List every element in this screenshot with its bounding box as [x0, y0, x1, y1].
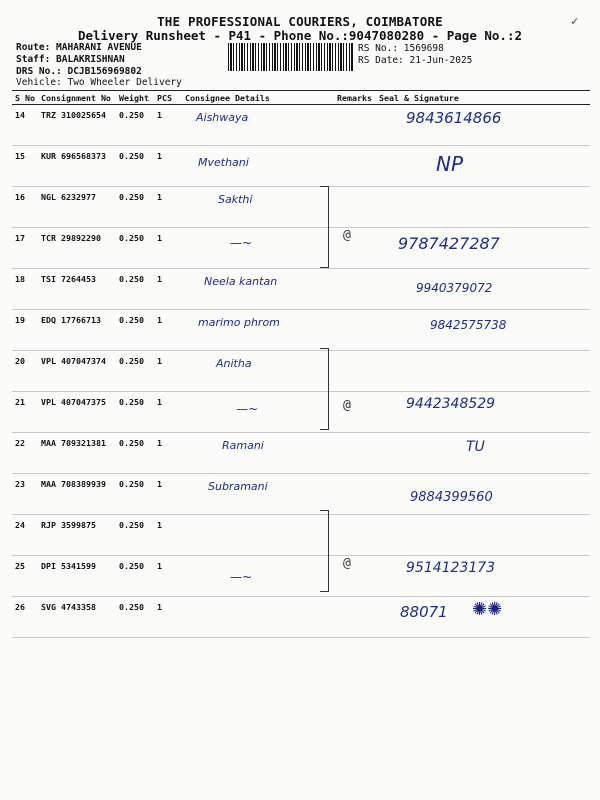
weight: 0.250 — [116, 146, 154, 187]
table-row — [12, 556, 590, 597]
consignment-no: SVG 4743358 — [38, 597, 116, 638]
remarks-cell — [334, 597, 376, 638]
consignee-handwriting: Anitha — [216, 357, 252, 370]
consignment-no: VPL 407047374 — [38, 351, 116, 392]
signature-cell — [376, 474, 590, 515]
consignee-cell — [182, 474, 334, 515]
consignee-cell — [182, 228, 334, 269]
pcs: 1 — [154, 597, 182, 638]
signature-cell — [376, 310, 590, 351]
consignment-no: KUR 696568373 — [38, 146, 116, 187]
sno: 15 — [12, 146, 38, 187]
group-bracket — [320, 510, 329, 592]
remark-mark: @ — [343, 228, 351, 243]
rs-no-label: RS No.: 1569698 — [358, 43, 444, 54]
consignment-no: MAA 709321381 — [38, 433, 116, 474]
group-bracket — [320, 348, 329, 430]
sno: 20 — [12, 351, 38, 392]
consignee-handwriting: Aishwaya — [196, 111, 249, 124]
col-consignment: Consignment No — [38, 91, 116, 105]
consignee-cell — [182, 515, 334, 556]
consignment-no: DPI 5341599 — [38, 556, 116, 597]
sno: 24 — [12, 515, 38, 556]
page-title: THE PROFESSIONAL COURIERS, COIMBATORE — [157, 14, 443, 29]
weight: 0.250 — [116, 392, 154, 433]
signature-handwriting: 9514123173 — [406, 560, 496, 576]
remarks-cell — [334, 146, 376, 187]
signature-handwriting: 88071 — [400, 603, 448, 621]
remark-mark: @ — [343, 398, 351, 413]
table-row — [12, 433, 590, 474]
consignee-cell — [182, 556, 334, 597]
consignment-no: NGL 6232977 — [38, 187, 116, 228]
pcs: 1 — [154, 351, 182, 392]
page-subtitle: Delivery Runsheet - P41 - Phone No.:9047080280 - Page No.:2 — [77, 28, 522, 43]
consignment-no: EDQ 17766713 — [38, 310, 116, 351]
pcs: 1 — [154, 105, 182, 146]
table-header-row — [12, 91, 590, 105]
consignee-handwriting: marimo phrom — [198, 316, 280, 329]
sno: 16 — [12, 187, 38, 228]
sno: 21 — [12, 392, 38, 433]
consignment-no: TSI 7264453 — [38, 269, 116, 310]
remarks-cell — [334, 269, 376, 310]
consignee-dash: —~ — [230, 236, 253, 250]
consignee-cell — [182, 146, 334, 187]
col-weight: Weight — [116, 91, 154, 105]
signature-cell — [376, 146, 590, 187]
runsheet-table — [12, 90, 590, 638]
remark-mark: @ — [343, 556, 351, 571]
sno: 22 — [12, 433, 38, 474]
signature-cell — [376, 433, 590, 474]
table-row — [12, 392, 590, 433]
route-label: Route: MAHARANI AVENUE — [16, 42, 142, 53]
col-consignee: Consignee Details — [182, 91, 334, 105]
table-row — [12, 228, 590, 269]
remarks-cell — [334, 515, 376, 556]
signature-cell — [376, 556, 590, 597]
group-bracket — [320, 186, 329, 268]
pcs: 1 — [154, 269, 182, 310]
col-pcs: PCS — [154, 91, 182, 105]
weight: 0.250 — [116, 105, 154, 146]
weight: 0.250 — [116, 310, 154, 351]
signature-cell — [376, 105, 590, 146]
table-row — [12, 474, 590, 515]
consignee-handwriting: Neela kantan — [204, 275, 278, 288]
signature-cell — [376, 228, 590, 269]
weight: 0.250 — [116, 556, 154, 597]
signature-handwriting: 9843614866 — [406, 109, 502, 127]
weight: 0.250 — [116, 269, 154, 310]
weight: 0.250 — [116, 351, 154, 392]
remarks-cell — [334, 351, 376, 392]
consignee-handwriting: Subramani — [208, 480, 268, 493]
consignment-no: RJP 3599875 — [38, 515, 116, 556]
signature-cell — [376, 515, 590, 556]
seal-stamp: ✺✺ — [472, 599, 503, 620]
remarks-cell — [334, 228, 376, 269]
pcs: 1 — [154, 433, 182, 474]
table-row — [12, 515, 590, 556]
consignment-no: TRZ 310025654 — [38, 105, 116, 146]
consignee-handwriting: Ramani — [222, 439, 264, 452]
remarks-cell — [334, 433, 376, 474]
remarks-cell — [334, 187, 376, 228]
vehicle-label: Vehicle: Two Wheeler Delivery — [16, 77, 182, 88]
corner-mark: ✓ — [571, 14, 579, 28]
drs-label: DRS No.: DCJB156969802 — [16, 66, 142, 77]
remarks-cell — [334, 474, 376, 515]
signature-handwriting: 9842575738 — [430, 318, 507, 332]
pcs: 1 — [154, 392, 182, 433]
consignee-cell — [182, 310, 334, 351]
remarks-cell — [334, 556, 376, 597]
pcs: 1 — [154, 474, 182, 515]
signature-cell — [376, 269, 590, 310]
signature-cell — [376, 597, 590, 638]
signature-handwriting: NP — [436, 152, 464, 176]
signature-handwriting: 9940379072 — [416, 281, 493, 295]
consignee-cell — [182, 351, 334, 392]
consignee-handwriting: Mvethani — [198, 156, 249, 169]
sno: 14 — [12, 105, 38, 146]
pcs: 1 — [154, 515, 182, 556]
consignee-cell — [182, 105, 334, 146]
col-sno: S No — [12, 91, 38, 105]
table-row — [12, 146, 590, 187]
weight: 0.250 — [116, 474, 154, 515]
table-row — [12, 105, 590, 146]
sno: 23 — [12, 474, 38, 515]
sno: 17 — [12, 228, 38, 269]
sno: 25 — [12, 556, 38, 597]
rs-date-label: RS Date: 21-Jun-2025 — [358, 55, 473, 66]
sno: 26 — [12, 597, 38, 638]
table-row — [12, 187, 590, 228]
col-signature: Seal & Signature — [376, 91, 590, 105]
pcs: 1 — [154, 310, 182, 351]
sno: 19 — [12, 310, 38, 351]
weight: 0.250 — [116, 515, 154, 556]
signature-cell — [376, 187, 590, 228]
table-row — [12, 310, 590, 351]
signature-cell — [376, 351, 590, 392]
consignment-no: VPL 407047375 — [38, 392, 116, 433]
sno: 18 — [12, 269, 38, 310]
weight: 0.250 — [116, 433, 154, 474]
consignee-dash: —~ — [230, 570, 253, 584]
consignee-cell — [182, 433, 334, 474]
signature-handwriting: TU — [466, 439, 485, 455]
signature-cell — [376, 392, 590, 433]
signature-handwriting: 9787427287 — [398, 234, 500, 253]
consignment-no: TCR 29892290 — [38, 228, 116, 269]
pcs: 1 — [154, 146, 182, 187]
signature-handwriting: 9442348529 — [406, 396, 496, 412]
consignee-cell — [182, 269, 334, 310]
consignee-dash: —~ — [236, 402, 259, 416]
consignment-no: MAA 708389939 — [38, 474, 116, 515]
weight: 0.250 — [116, 597, 154, 638]
pcs: 1 — [154, 228, 182, 269]
staff-label: Staff: BALAKRISHNAN — [16, 54, 125, 65]
table-row — [12, 597, 590, 638]
consignee-cell — [182, 187, 334, 228]
weight: 0.250 — [116, 228, 154, 269]
signature-handwriting: 9884399560 — [410, 490, 493, 505]
pcs: 1 — [154, 556, 182, 597]
col-remarks: Remarks — [334, 91, 376, 105]
remarks-cell — [334, 310, 376, 351]
weight: 0.250 — [116, 187, 154, 228]
barcode — [228, 43, 354, 71]
consignee-handwriting: Sakthi — [218, 193, 253, 206]
pcs: 1 — [154, 187, 182, 228]
consignee-cell — [182, 392, 334, 433]
remarks-cell — [334, 392, 376, 433]
remarks-cell — [334, 105, 376, 146]
table-row — [12, 351, 590, 392]
table-row — [12, 269, 590, 310]
consignee-cell — [182, 597, 334, 638]
